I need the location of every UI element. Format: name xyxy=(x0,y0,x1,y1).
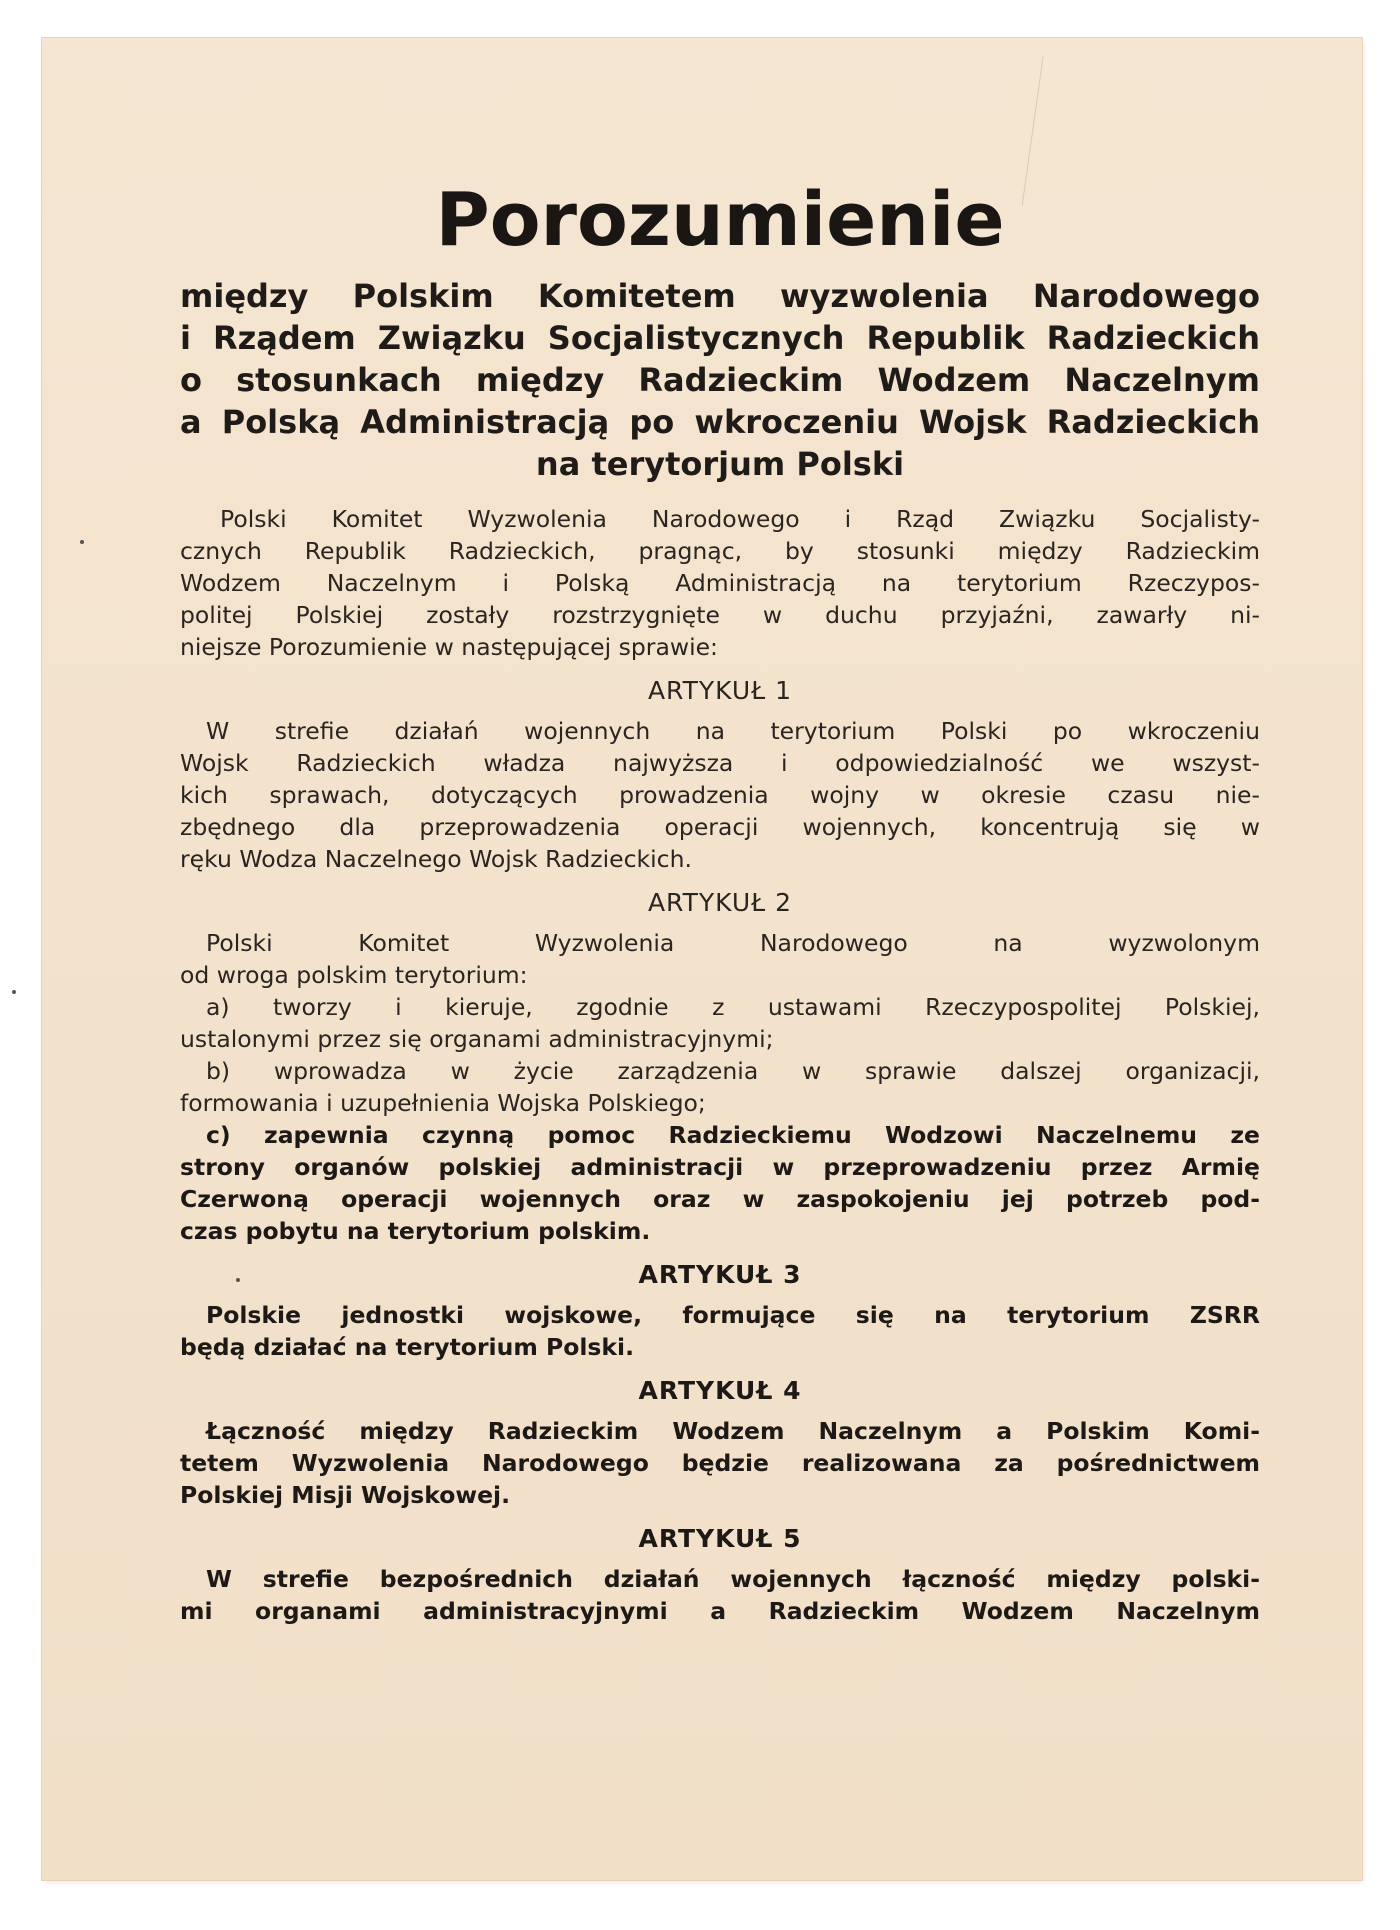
article-line: a) tworzy i kieruje, zgodnie z ustawami Rzeczypospolitej Polskiej, xyxy=(206,993,1260,1022)
article-line: Polski Komitet Wyzwolenia Narodowego na wyzwolonym xyxy=(206,929,1260,958)
article-line: tetem Wyzwolenia Narodowego będzie realizowana za pośrednictwem xyxy=(180,1449,1260,1478)
subtitle-line: na terytorjum Polski xyxy=(535,445,905,484)
article-line: formowania i uzupełnienia Wojska Polskiego; xyxy=(180,1089,706,1118)
article-1-heading: ARTYKUŁ 1 xyxy=(647,676,793,706)
article-line: W strefie bezpośrednich działań wojennych łączność między polski- xyxy=(206,1565,1260,1594)
article-3-text xyxy=(180,1299,1260,1363)
article-line: czas pobytu na terytorium polskim. xyxy=(180,1217,651,1246)
article-5-text xyxy=(180,1563,1260,1627)
document-body xyxy=(180,503,1260,1627)
article-1-text xyxy=(180,715,1260,875)
article-line: strony organów polskiej administracji w przeprowadzeniu przez Armię xyxy=(180,1153,1260,1182)
article-4-heading: ARTYKUŁ 4 xyxy=(638,1376,802,1406)
document-content xyxy=(180,140,1260,1635)
article-2-heading: ARTYKUŁ 2 xyxy=(647,888,793,918)
subtitle-line: między Polskim Komitetem wyzwolenia Narodowego xyxy=(180,277,1260,316)
article-2-bold-block xyxy=(180,1119,1260,1247)
preamble xyxy=(180,503,1260,663)
bold-section xyxy=(180,1259,1260,1627)
article-line: b) wprowadza w życie zarządzenia w sprawie dalszej organizacji, xyxy=(206,1057,1260,1086)
article-2-text xyxy=(180,927,1260,1247)
article-line: Polskie jednostki wojskowe, formujące się na terytorium ZSRR xyxy=(206,1301,1260,1330)
document-subtitle xyxy=(180,275,1260,485)
article-line: Wojsk Radzieckich władza najwyższa i odpowiedzialność we wszyst- xyxy=(180,749,1260,778)
preamble-line: niejsze Porozumienie w następującej sprawie: xyxy=(180,633,718,662)
article-3-heading: ARTYKUŁ 3 xyxy=(638,1260,802,1290)
article-line: W strefie działań wojennych na terytorium Polski po wkroczeniu xyxy=(206,717,1260,746)
subtitle-line: i Rządem Związku Socjalistycznych Republik Radzieckich xyxy=(180,319,1260,358)
preamble-line: Wodzem Naczelnym i Polską Administracją na terytorium Rzeczypos- xyxy=(180,569,1260,598)
article-line: ręku Wodza Naczelnego Wojsk Radzieckich. xyxy=(180,845,692,874)
preamble-line: cznych Republik Radzieckich, pragnąc, by stosunki między Radzieckim xyxy=(180,537,1260,566)
article-line: będą działać na terytorium Polski. xyxy=(180,1333,635,1362)
article-line: c) zapewnia czynną pomoc Radzieckiemu Wodzowi Naczelnemu ze xyxy=(206,1121,1260,1150)
article-line: mi organami administracyjnymi a Radzieckim Wodzem Naczelnym xyxy=(180,1597,1260,1626)
preamble-line: politej Polskiej zostały rozstrzygnięte w duchu przyjaźni, zawarły ni- xyxy=(180,601,1260,630)
preamble-line: Polski Komitet Wyzwolenia Narodowego i Rząd Związku Socjalisty- xyxy=(220,505,1260,534)
stray-mark xyxy=(80,540,84,544)
subtitle-line: o stosunkach między Radzieckim Wodzem Naczelnym xyxy=(180,361,1260,400)
stray-mark xyxy=(12,990,16,994)
article-line: kich sprawach, dotyczących prowadzenia wojny w okresie czasu nie- xyxy=(180,781,1260,810)
article-4-text xyxy=(180,1415,1260,1511)
article-line: zbędnego dla przeprowadzenia operacji wojennych, koncentrują się w xyxy=(180,813,1260,842)
article-5-heading: ARTYKUŁ 5 xyxy=(638,1524,802,1554)
article-line: Łączność między Radzieckim Wodzem Naczelnym a Polskim Komi- xyxy=(206,1417,1260,1446)
article-line: Czerwoną operacji wojennych oraz w zaspokojeniu jej potrzeb pod- xyxy=(180,1185,1260,1214)
article-line: ustalonymi przez się organami administracyjnymi; xyxy=(180,1025,774,1054)
subtitle-line: a Polską Administracją po wkroczeniu Wojsk Radzieckich xyxy=(180,403,1260,442)
article-line: Polskiej Misji Wojskowej. xyxy=(180,1481,511,1510)
document-title: Porozumienie xyxy=(435,177,1005,263)
article-line: od wroga polskim terytorium: xyxy=(180,961,528,990)
